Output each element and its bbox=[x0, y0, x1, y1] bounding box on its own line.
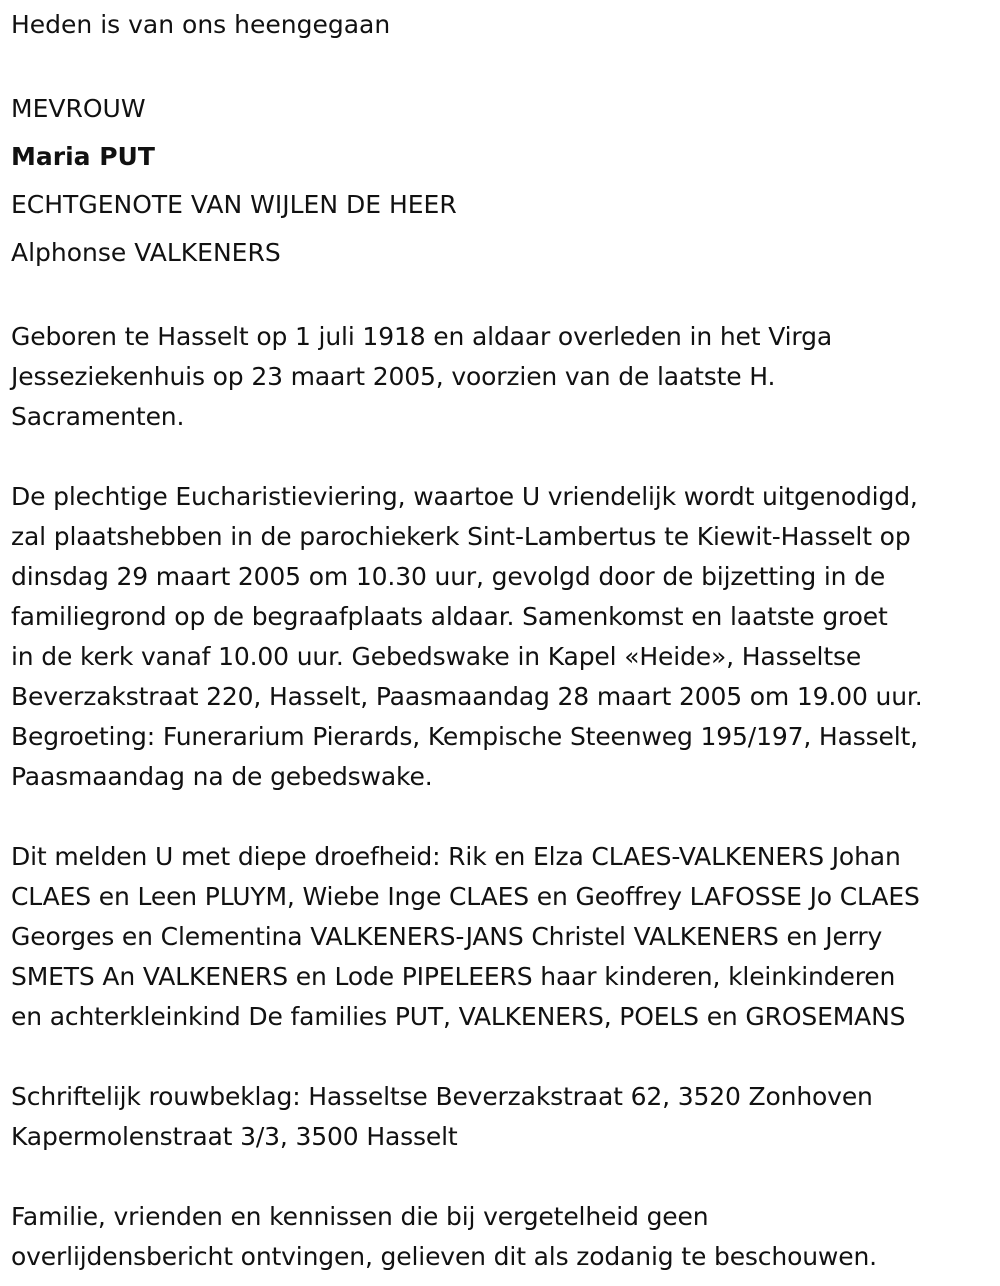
closing-paragraph bbox=[11, 1197, 989, 1277]
spacer bbox=[11, 1157, 989, 1197]
spacer bbox=[11, 277, 989, 317]
spacer bbox=[11, 437, 989, 477]
paragraph-line: Paasmaandag na de gebedswake. bbox=[11, 762, 433, 791]
paragraph-line: Begroeting: Funerarium Pierards, Kempische Steenweg 195/197, Hasselt, bbox=[11, 722, 918, 751]
paragraph-line: zal plaatshebben in de parochiekerk Sint-Lambertus te Kiewit-Hasselt op bbox=[11, 522, 911, 551]
paragraph-line: Sacramenten. bbox=[11, 402, 185, 431]
paragraph-line: Dit melden U met diepe droefheid: Rik en Elza CLAES-VALKENERS Johan bbox=[11, 842, 901, 871]
paragraph-line: Geboren te Hasselt op 1 juli 1918 en aldaar overleden in het Virga bbox=[11, 322, 832, 351]
paragraph-line: Kapermolenstraat 3/3, 3500 Hasselt bbox=[11, 1122, 458, 1151]
paragraph-line: familiegrond op de begraafplaats aldaar. Samenkomst en laatste groet bbox=[11, 602, 888, 631]
paragraph-line: Jesseziekenhuis op 23 maart 2005, voorzien van de laatste H. bbox=[11, 362, 776, 391]
spacer bbox=[11, 797, 989, 837]
intro-line: Heden is van ons heengegaan bbox=[11, 10, 391, 39]
paragraph-line: Schriftelijk rouwbeklag: Hasseltse Beverzakstraat 62, 3520 Zonhoven bbox=[11, 1082, 873, 1111]
paragraph-line: SMETS An VALKENERS en Lode PIPELEERS haar kinderen, kleinkinderen bbox=[11, 962, 896, 991]
paragraph-line: dinsdag 29 maart 2005 om 10.30 uur, gevolgd door de bijzetting in de bbox=[11, 562, 886, 591]
relation-line: ECHTGENOTE VAN WIJLEN DE HEER bbox=[11, 190, 457, 219]
birth-death-paragraph bbox=[11, 317, 989, 437]
spacer bbox=[11, 1037, 989, 1077]
paragraph-line: De plechtige Eucharistieviering, waartoe U vriendelijk wordt uitgenodigd, bbox=[11, 482, 918, 511]
spacer bbox=[11, 45, 989, 85]
family-paragraph bbox=[11, 837, 989, 1037]
deceased-name: Maria PUT bbox=[11, 142, 155, 171]
paragraph-line: Beverzakstraat 220, Hasselt, Paasmaandag 28 maart 2005 om 19.00 uur. bbox=[11, 682, 923, 711]
paragraph-line: in de kerk vanaf 10.00 uur. Gebedswake in Kapel «Heide», Hasseltse bbox=[11, 642, 862, 671]
spouse-name: Alphonse VALKENERS bbox=[11, 238, 281, 267]
title-prefix: MEVROUW bbox=[11, 94, 146, 123]
ceremony-paragraph bbox=[11, 477, 989, 797]
condolence-paragraph bbox=[11, 1077, 989, 1157]
paragraph-line: CLAES en Leen PLUYM, Wiebe Inge CLAES en Geoffrey LAFOSSE Jo CLAES bbox=[11, 882, 920, 911]
paragraph-line: overlijdensbericht ontvingen, gelieven dit als zodanig te beschouwen. bbox=[11, 1242, 877, 1271]
paragraph-line: Familie, vrienden en kennissen die bij vergetelheid geen bbox=[11, 1202, 709, 1231]
paragraph-line: en achterkleinkind De families PUT, VALKENERS, POELS en GROSEMANS bbox=[11, 1002, 906, 1031]
paragraph-line: Georges en Clementina VALKENERS-JANS Christel VALKENERS en Jerry bbox=[11, 922, 883, 951]
